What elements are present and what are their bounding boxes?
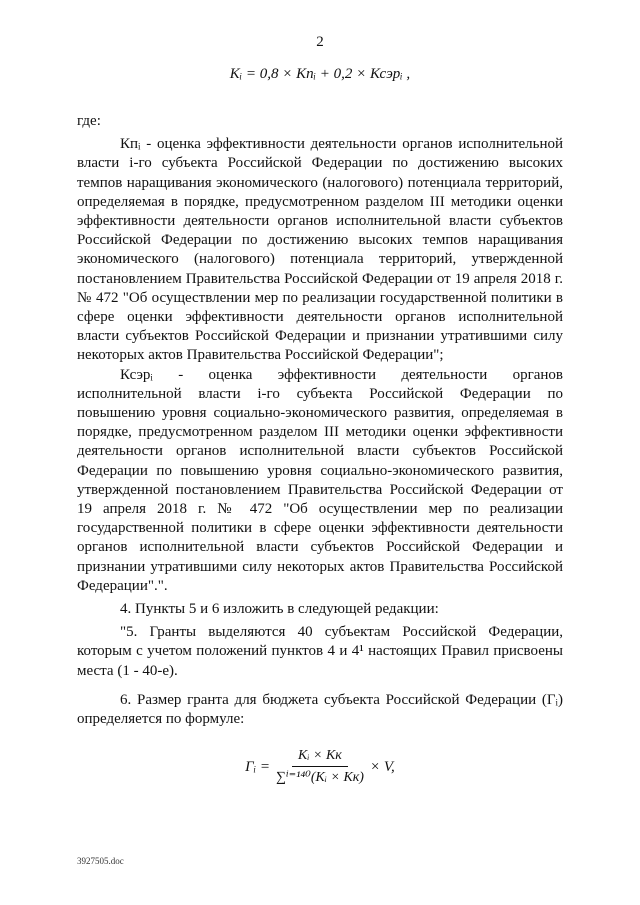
paragraph-item-6: 6. Размер гранта для бюджета субъекта Российской Федерации (Гᵢ) определяется по формуле: [77, 691, 563, 728]
formula-grant [0, 748, 640, 786]
where-label: где: [77, 113, 101, 129]
paragraph-item-4: 4. Пункты 5 и 6 изложить в следующей редакции: [120, 601, 439, 618]
formula-grant-lhs: Гᵢ = [245, 758, 270, 775]
formula-rating: Кᵢ = 0,8 × Кпᵢ + 0,2 × Ксэрᵢ , [229, 66, 411, 82]
paragraph-kp-definition: Кпᵢ - оценка эффективности деятельности органов исполнительной власти i-го субъекта Российской Федерации по достижению высоких темпов наращивания экономического (налогового) потенциала территорий, определяемая в порядке, предусмотренном разделом III методики оценки эффективности деятельности органов исполнительной власти субъектов Российской Федерации по достижению высоких темпов наращивания экономического (налогового) потенциала территорий, утвержденной постановлением Правительства Российской Федерации от 19 апреля 2018 г. № 472 "Об осуществлении мер по реализации государственной политики в сфере оценки эффективности деятельности органов исполнительной власти субъектов Российской Федерации и признании утратившими силу некоторых актов Правительства Российской Федерации"; [77, 136, 563, 364]
formula-grant-rhs: × V, [369, 758, 395, 775]
page-number: 2 [316, 34, 324, 50]
document-body [77, 112, 563, 729]
paragraph-ksep-definition: Ксэрᵢ - оценка эффективности деятельности органов исполнительной власти i-го субъекта Российской Федерации по повышению уровня социально-экономического развития, определяемая в порядке, предусмотренном разделом III методики оценки эффективности деятельности органов исполнительной власти субъектов Российской Федерации по повышению уровня социально-экономического развития, утвержденной постановлением Правительства Российской Федерации от 19 апреля 2018 г. № 472 "Об осуществлении мер по реализации государственной политики в сфере оценки эффективности деятельности органов исполнительной власти субъектов Российской Федерации и признании утратившими силу некоторых актов Правительства Российской Федерации".". [77, 366, 563, 594]
formula-grant-fraction [276, 748, 364, 786]
formula-grant-numerator: Кᵢ × Кк [292, 748, 348, 767]
formula-grant-denominator: ∑ⁱ⁼¹⁴⁰(Кᵢ × Кк) [275, 770, 364, 785]
paragraph-item-5: "5. Гранты выделяются 40 субъектам Российской Федерации, которым с учетом положений пунктов 4 и 4¹ настоящих Правил присвоены места (1 - 40-е). [77, 624, 563, 679]
document-code: 3927505.doc [77, 856, 124, 866]
